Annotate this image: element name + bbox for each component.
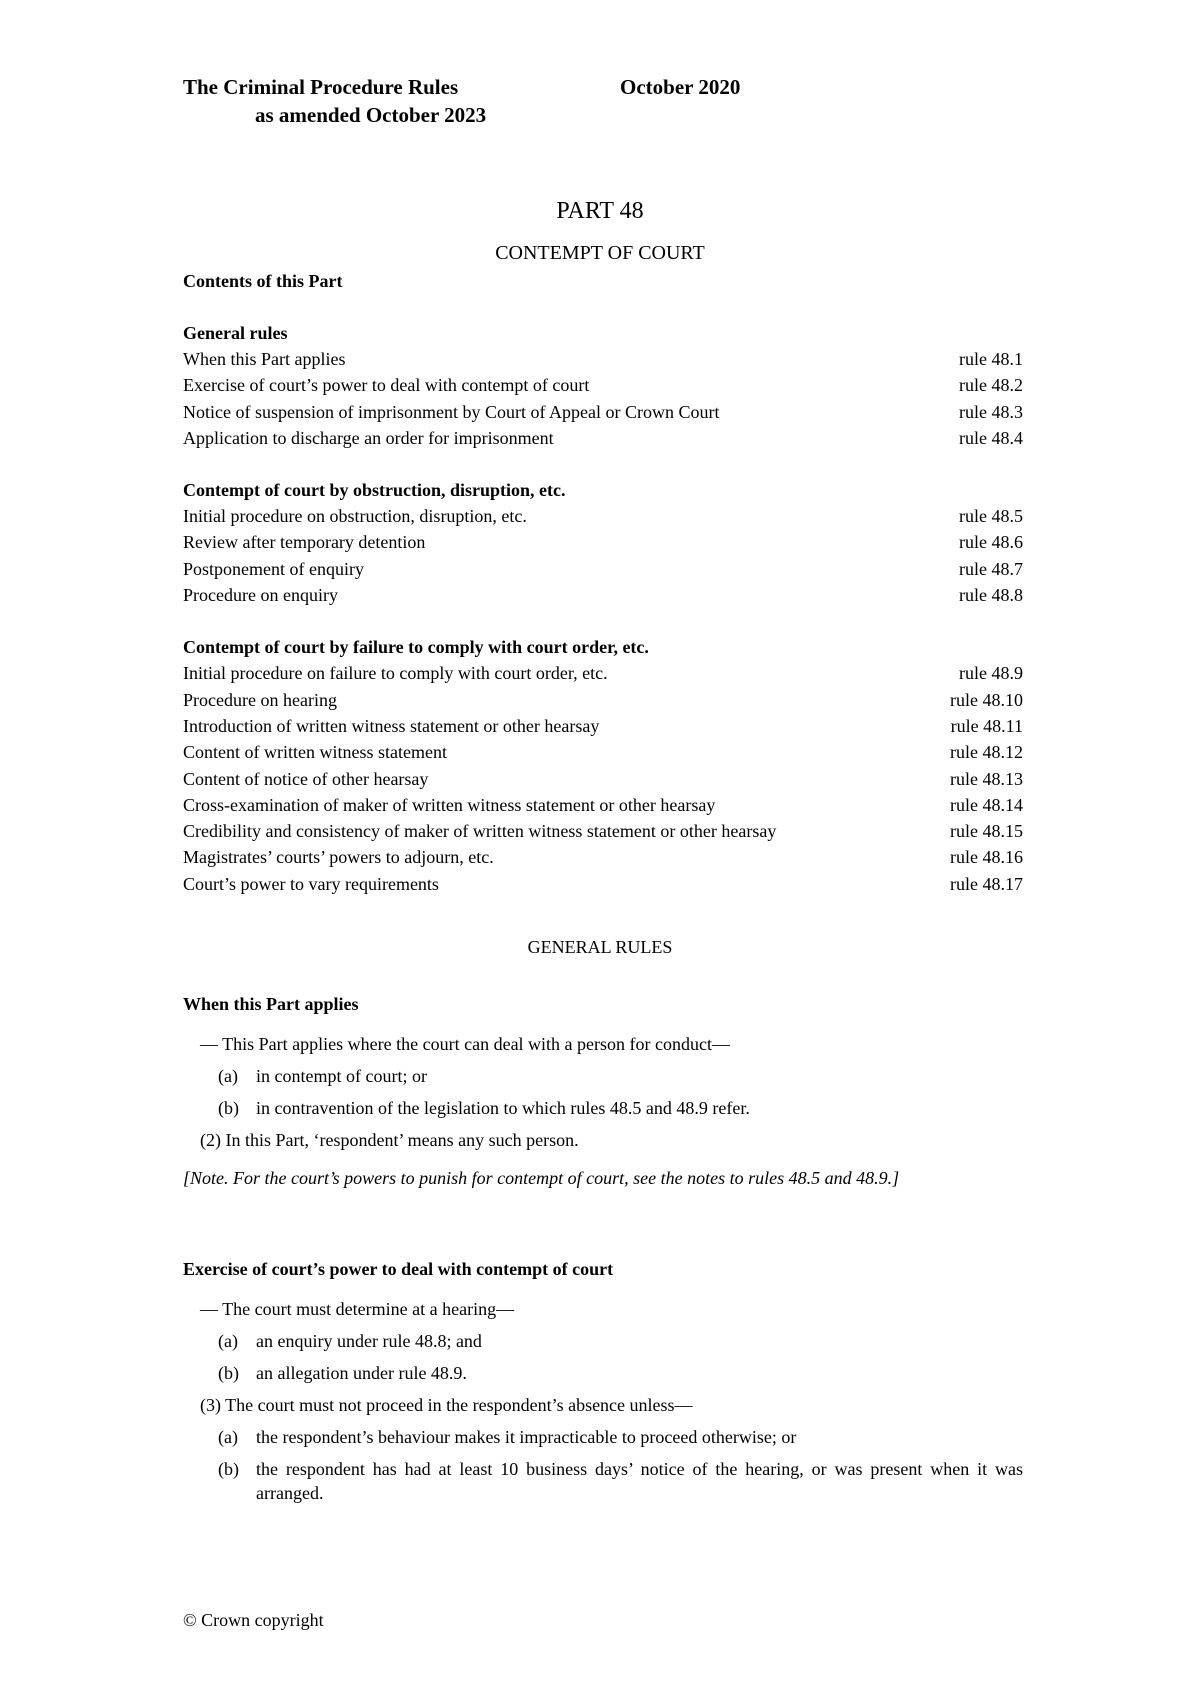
rule-item <box>183 1425 1023 1449</box>
contents-row-text: Exercise of court’s power to deal with contempt of court <box>183 375 590 396</box>
rule-intro: — The court must determine at a hearing— <box>200 1299 515 1319</box>
contents-row-text: Cross-examination of maker of written witness statement or other hearsay <box>183 794 716 815</box>
contents-row <box>183 766 1023 792</box>
rule-heading: When this Part applies <box>183 994 359 1014</box>
contents-row <box>183 556 1023 582</box>
contents-section-heading: General rules <box>183 323 288 343</box>
item-label: (a) <box>218 1427 238 1447</box>
item-text: the respondent’s behaviour makes it impracticable to proceed otherwise; or <box>256 1427 797 1447</box>
contents-section-heading: Contempt of court by failure to comply with court order, etc. <box>183 637 649 658</box>
contents-row <box>183 818 1023 844</box>
contents-row <box>183 399 1023 425</box>
contents-row <box>183 529 1023 555</box>
item-label: (b) <box>218 1459 239 1479</box>
contents-row-rule: rule 48.15 <box>950 821 1023 842</box>
rule-item <box>183 1064 1023 1088</box>
contents-row-rule: rule 48.12 <box>950 742 1023 763</box>
contents-row <box>183 425 1023 451</box>
header-date: October 2020 <box>620 75 741 99</box>
header-amended: as amended October 2023 <box>255 103 487 127</box>
item-text: an allegation under rule 48.9. <box>256 1363 467 1383</box>
contents-heading: Contents of this Part <box>183 271 343 291</box>
contents-row-rule: rule 48.2 <box>959 375 1023 396</box>
contents-row <box>183 582 1023 608</box>
rule-48-2-section <box>183 1257 1023 1513</box>
contents-row <box>183 660 1023 686</box>
contents-row-rule: rule 48.17 <box>950 873 1023 894</box>
contents-row-text: Introduction of written witness statement or other hearsay <box>183 715 600 736</box>
rule-note: [Note. For the court’s powers to punish for contempt of court, see the notes to rules 48.5 and 48.9.] <box>183 1168 900 1188</box>
item-label: (a) <box>218 1331 238 1351</box>
rule-48-1-section <box>183 992 1023 1190</box>
part-subtitle: CONTEMPT OF COURT <box>495 242 705 264</box>
contents-row-text: Review after temporary detention <box>183 532 426 553</box>
contents-row-text: When this Part applies <box>183 349 346 369</box>
contents-row-text: Initial procedure on obstruction, disruption, etc. <box>183 506 527 527</box>
contents-row-text: Magistrates’ courts’ powers to adjourn, etc. <box>183 847 494 868</box>
rule-intro: — This Part applies where the court can deal with a person for conduct— <box>200 1034 731 1054</box>
contents-row-rule: rule 48.10 <box>950 689 1023 710</box>
general-rules-title: GENERAL RULES <box>527 937 673 957</box>
contents-row-text: Initial procedure on failure to comply with court order, etc. <box>183 663 608 684</box>
contents-row <box>183 346 1023 372</box>
contents-row-rule: rule 48.16 <box>950 847 1023 868</box>
contents-row-rule: rule 48.7 <box>959 558 1023 579</box>
rule-heading: Exercise of court’s power to deal with contempt of court <box>183 1259 614 1279</box>
contents-table <box>183 268 1023 897</box>
contents-row-text: Notice of suspension of imprisonment by Court of Appeal or Crown Court <box>183 401 720 422</box>
contents-section-heading: Contempt of court by obstruction, disruption, etc. <box>183 480 566 501</box>
item-text: in contempt of court; or <box>256 1066 427 1086</box>
contents-row-rule: rule 48.9 <box>959 663 1023 684</box>
contents-row <box>183 372 1023 398</box>
contents-row-rule: rule 48.5 <box>959 506 1023 527</box>
item-label: (b) <box>218 1098 239 1118</box>
contents-row-text: Credibility and consistency of maker of written witness statement or other hearsay <box>183 821 777 842</box>
header-title: The Criminal Procedure Rules <box>183 75 459 99</box>
contents-row-text: Postponement of enquiry <box>183 558 364 579</box>
contents-row <box>183 503 1023 529</box>
contents-row <box>183 713 1023 739</box>
contents-row-text: Application to discharge an order for imprisonment <box>183 427 554 448</box>
contents-row-text: Content of written witness statement <box>183 742 447 763</box>
contents-row-text: Court’s power to vary requirements <box>183 873 439 894</box>
contents-row <box>183 792 1023 818</box>
contents-row <box>183 687 1023 713</box>
contents-row-rule: rule 48.4 <box>959 427 1023 448</box>
contents-row-rule: rule 48.8 <box>959 585 1023 606</box>
contents-row-rule: rule 48.14 <box>950 794 1023 815</box>
rule-item <box>183 1096 1023 1120</box>
item-text: in contravention of the legislation to which rules 48.5 and 48.9 refer. <box>256 1098 750 1118</box>
contents-row-text: Procedure on hearing <box>183 689 337 710</box>
contents-row <box>183 871 1023 897</box>
contents-row-rule: rule 48.13 <box>950 768 1023 789</box>
rule-paragraph: (2) In this Part, ‘respondent’ means any such person. <box>200 1130 579 1150</box>
rule-item <box>183 1361 1023 1385</box>
rule-item <box>183 1329 1023 1353</box>
rule-paragraph: (3) The court must not proceed in the respondent’s absence unless— <box>200 1395 693 1415</box>
item-text: the respondent has had at least 10 business days’ notice of the hearing, or was present when it was arranged. <box>256 1459 1023 1503</box>
contents-row <box>183 844 1023 870</box>
contents-row-text: Procedure on enquiry <box>183 585 338 606</box>
footer-copyright: © Crown copyright <box>183 1610 324 1630</box>
item-text: an enquiry under rule 48.8; and <box>256 1331 482 1351</box>
contents-row-rule: rule 48.3 <box>959 401 1023 422</box>
rule-item <box>183 1457 1023 1505</box>
contents-row-rule: rule 48.11 <box>950 715 1023 736</box>
item-label: (a) <box>218 1066 238 1086</box>
contents-row-rule: rule 48.6 <box>959 532 1023 553</box>
contents-row-text: Content of notice of other hearsay <box>183 768 429 789</box>
contents-row <box>183 739 1023 765</box>
contents-row-rule: rule 48.1 <box>959 349 1023 369</box>
item-label: (b) <box>218 1363 239 1383</box>
part-title: PART 48 <box>556 198 644 224</box>
